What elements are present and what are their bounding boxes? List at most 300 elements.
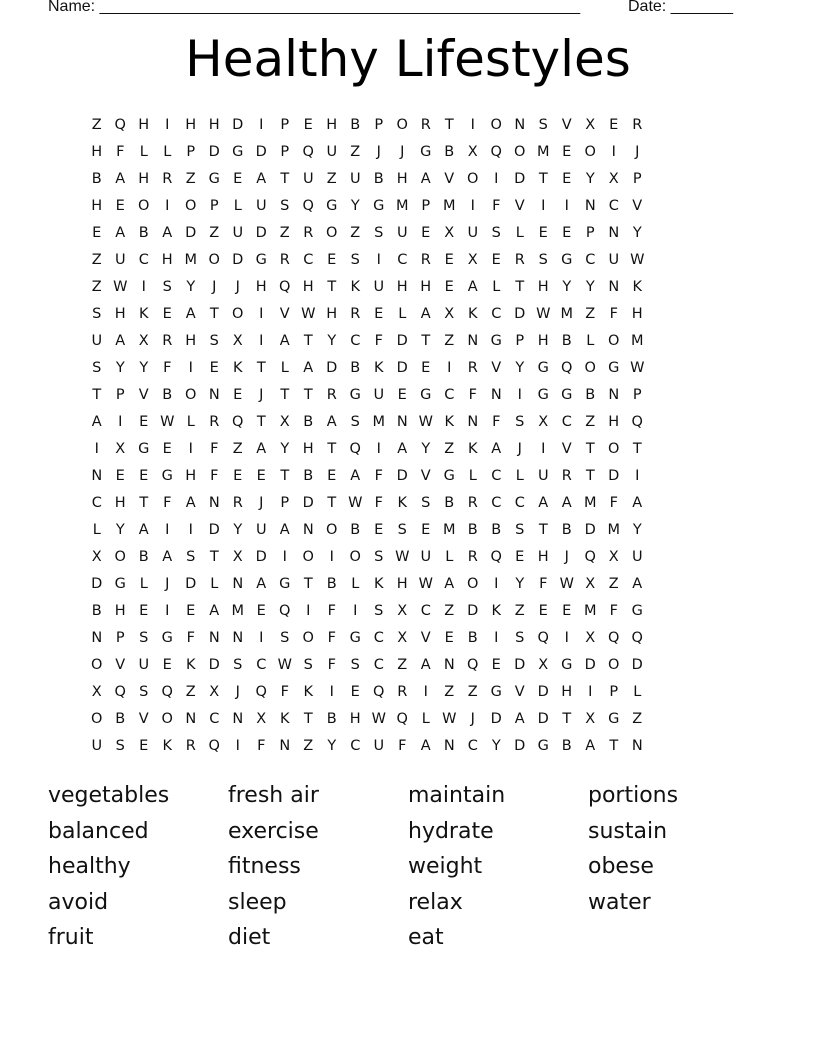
grid-letter: N bbox=[232, 629, 244, 646]
grid-letter: D bbox=[208, 521, 220, 538]
grid-row bbox=[85, 381, 649, 408]
grid-letter: I bbox=[259, 305, 264, 322]
grid-letter: E bbox=[139, 602, 149, 619]
grid-letter: K bbox=[232, 359, 243, 376]
grid-letter: P bbox=[280, 143, 290, 160]
grid-letter: T bbox=[280, 170, 290, 187]
grid-letter: L bbox=[163, 143, 172, 160]
word-bank-column bbox=[588, 780, 768, 958]
grid-letter: D bbox=[514, 656, 526, 673]
grid-letter: D bbox=[631, 656, 643, 673]
grid-letter: X bbox=[397, 629, 408, 646]
grid-letter: Z bbox=[185, 170, 196, 187]
grid-letter: O bbox=[138, 197, 150, 214]
grid-letter: C bbox=[209, 710, 220, 727]
grid-letter: G bbox=[138, 440, 150, 457]
grid-letter: Q bbox=[467, 656, 479, 673]
grid-letter: X bbox=[91, 548, 102, 565]
grid-letter: V bbox=[561, 116, 572, 133]
grid-letter: Q bbox=[584, 548, 596, 565]
grid-letter: S bbox=[515, 629, 525, 646]
grid-letter: G bbox=[232, 143, 244, 160]
grid-letter: N bbox=[608, 278, 620, 295]
grid-letter: Z bbox=[279, 224, 290, 241]
grid-letter: R bbox=[467, 548, 478, 565]
grid-letter: S bbox=[397, 521, 407, 538]
grid-letter: L bbox=[139, 575, 148, 592]
grid-letter: G bbox=[420, 143, 432, 160]
grid-letter: V bbox=[138, 386, 149, 403]
word-bank-item: balanced bbox=[48, 818, 149, 844]
word-bank-column bbox=[48, 780, 228, 958]
grid-letter: C bbox=[350, 332, 361, 349]
grid-letter: N bbox=[185, 710, 197, 727]
grid-letter: W bbox=[371, 710, 386, 727]
grid-letter: H bbox=[114, 305, 126, 322]
grid-letter: Q bbox=[114, 116, 126, 133]
grid-letter: F bbox=[327, 629, 336, 646]
grid-row bbox=[85, 705, 649, 732]
grid-letter: O bbox=[232, 305, 244, 322]
grid-letter: B bbox=[350, 116, 361, 133]
grid-letter: W bbox=[113, 278, 128, 295]
grid-letter: U bbox=[91, 332, 103, 349]
grid-letter: N bbox=[467, 413, 479, 430]
grid-letter: Z bbox=[632, 710, 643, 727]
grid-letter: T bbox=[209, 305, 219, 322]
grid-letter: E bbox=[562, 224, 572, 241]
grid-letter: S bbox=[233, 656, 243, 673]
grid-letter: A bbox=[256, 440, 267, 457]
grid-letter: A bbox=[279, 332, 290, 349]
grid-letter: A bbox=[91, 413, 102, 430]
grid-letter: B bbox=[303, 467, 314, 484]
grid-letter: C bbox=[373, 656, 384, 673]
grid-letter: G bbox=[561, 656, 573, 673]
grid-letter: P bbox=[280, 116, 290, 133]
grid-letter: P bbox=[421, 197, 431, 214]
grid-letter: A bbox=[185, 494, 196, 511]
grid-letter: N bbox=[443, 737, 455, 754]
grid-letter: T bbox=[632, 440, 642, 457]
grid-letter: W bbox=[442, 710, 457, 727]
word-bank bbox=[48, 780, 768, 958]
grid-letter: D bbox=[255, 224, 267, 241]
grid-row bbox=[85, 192, 649, 219]
grid-letter: M bbox=[583, 602, 597, 619]
grid-letter: T bbox=[585, 440, 595, 457]
grid-letter: G bbox=[537, 737, 549, 754]
grid-letter: I bbox=[423, 683, 428, 700]
grid-letter: B bbox=[467, 629, 478, 646]
grid-row bbox=[85, 111, 649, 138]
grid-letter: I bbox=[141, 278, 146, 295]
grid-letter: G bbox=[114, 575, 126, 592]
grid-letter: A bbox=[420, 737, 431, 754]
grid-letter: I bbox=[259, 629, 264, 646]
grid-letter: A bbox=[585, 737, 596, 754]
grid-letter: E bbox=[209, 359, 219, 376]
grid-letter: U bbox=[631, 548, 643, 565]
grid-letter: O bbox=[467, 170, 479, 187]
grid-letter: Y bbox=[280, 440, 290, 457]
grid-letter: V bbox=[420, 467, 431, 484]
grid-letter: S bbox=[538, 116, 548, 133]
grid-letter: E bbox=[303, 116, 313, 133]
grid-letter: G bbox=[608, 359, 620, 376]
grid-letter: E bbox=[256, 467, 266, 484]
grid-letter: I bbox=[470, 197, 475, 214]
grid-letter: U bbox=[302, 170, 314, 187]
grid-letter: H bbox=[420, 278, 432, 295]
grid-letter: S bbox=[515, 413, 525, 430]
grid-letter: O bbox=[185, 386, 197, 403]
grid-letter: T bbox=[139, 494, 149, 511]
grid-letter: H bbox=[396, 170, 408, 187]
grid-letter: N bbox=[208, 386, 220, 403]
grid-letter: D bbox=[608, 467, 620, 484]
grid-letter: E bbox=[421, 359, 431, 376]
grid-row bbox=[85, 651, 649, 678]
grid-letter: E bbox=[491, 251, 501, 268]
grid-letter: Z bbox=[303, 737, 314, 754]
grid-letter: E bbox=[562, 143, 572, 160]
grid-letter: X bbox=[538, 413, 549, 430]
grid-letter: Y bbox=[115, 359, 125, 376]
grid-letter: P bbox=[609, 683, 619, 700]
grid-letter: F bbox=[374, 332, 383, 349]
grid-letter: H bbox=[349, 710, 361, 727]
grid-letter: F bbox=[280, 683, 289, 700]
grid-letter: N bbox=[232, 575, 244, 592]
grid-letter: Q bbox=[279, 278, 291, 295]
grid-letter: T bbox=[515, 278, 525, 295]
grid-letter: B bbox=[491, 521, 502, 538]
grid-letter: L bbox=[210, 575, 219, 592]
grid-letter: B bbox=[91, 170, 102, 187]
grid-letter: X bbox=[115, 440, 126, 457]
grid-letter: L bbox=[92, 521, 101, 538]
grid-letter: E bbox=[327, 467, 337, 484]
grid-letter: K bbox=[279, 710, 290, 727]
grid-letter: O bbox=[608, 332, 620, 349]
grid-letter: A bbox=[256, 170, 267, 187]
grid-letter: R bbox=[279, 251, 290, 268]
grid-letter: H bbox=[396, 278, 408, 295]
grid-letter: L bbox=[468, 467, 477, 484]
grid-letter: I bbox=[165, 197, 170, 214]
grid-letter: L bbox=[586, 332, 595, 349]
grid-letter: E bbox=[139, 467, 149, 484]
grid-letter: T bbox=[538, 170, 548, 187]
grid-letter: S bbox=[92, 359, 102, 376]
grid-letter: I bbox=[235, 737, 240, 754]
grid-row bbox=[85, 624, 649, 651]
grid-letter: P bbox=[632, 170, 642, 187]
grid-letter: H bbox=[537, 332, 549, 349]
word-bank-item: sleep bbox=[228, 889, 287, 915]
grid-letter: W bbox=[418, 575, 433, 592]
grid-letter: R bbox=[209, 413, 220, 430]
grid-letter: S bbox=[374, 224, 384, 241]
grid-letter: T bbox=[327, 494, 337, 511]
grid-letter: X bbox=[256, 710, 267, 727]
grid-letter: E bbox=[186, 602, 196, 619]
grid-letter: M bbox=[630, 332, 644, 349]
grid-letter: F bbox=[468, 386, 477, 403]
grid-letter: E bbox=[491, 656, 501, 673]
grid-letter: C bbox=[303, 251, 314, 268]
grid-letter: I bbox=[165, 602, 170, 619]
grid-letter: R bbox=[467, 494, 478, 511]
grid-letter: H bbox=[161, 251, 173, 268]
grid-letter: D bbox=[208, 656, 220, 673]
grid-letter: J bbox=[635, 143, 640, 160]
grid-letter: W bbox=[630, 359, 645, 376]
grid-letter: W bbox=[348, 494, 363, 511]
grid-letter: C bbox=[491, 494, 502, 511]
grid-letter: P bbox=[585, 224, 595, 241]
grid-letter: X bbox=[397, 602, 408, 619]
grid-letter: L bbox=[515, 467, 524, 484]
grid-letter: B bbox=[350, 521, 361, 538]
grid-letter: R bbox=[162, 332, 173, 349]
grid-letter: B bbox=[585, 386, 596, 403]
letter-grid bbox=[85, 111, 649, 759]
grid-letter: X bbox=[232, 548, 243, 565]
grid-letter: O bbox=[514, 143, 526, 160]
grid-letter: D bbox=[185, 224, 197, 241]
grid-letter: I bbox=[306, 602, 311, 619]
grid-letter: A bbox=[561, 494, 572, 511]
grid-letter: I bbox=[329, 683, 334, 700]
grid-letter: N bbox=[208, 494, 220, 511]
grid-row bbox=[85, 165, 649, 192]
grid-letter: O bbox=[185, 197, 197, 214]
grid-letter: N bbox=[302, 521, 314, 538]
grid-letter: F bbox=[398, 737, 407, 754]
grid-letter: P bbox=[115, 629, 125, 646]
grid-letter: Z bbox=[444, 332, 455, 349]
grid-letter: G bbox=[255, 251, 267, 268]
grid-letter: E bbox=[233, 467, 243, 484]
grid-letter: F bbox=[327, 656, 336, 673]
grid-letter: E bbox=[562, 170, 572, 187]
grid-letter: W bbox=[536, 305, 551, 322]
grid-letter: N bbox=[208, 629, 220, 646]
grid-letter: D bbox=[396, 467, 408, 484]
grid-letter: S bbox=[538, 251, 548, 268]
grid-letter: P bbox=[374, 116, 384, 133]
grid-letter: O bbox=[208, 251, 220, 268]
grid-letter: Y bbox=[585, 278, 595, 295]
grid-letter: E bbox=[444, 278, 454, 295]
grid-letter: M bbox=[607, 521, 620, 538]
grid-letter: J bbox=[235, 683, 240, 700]
grid-letter: G bbox=[326, 197, 338, 214]
grid-letter: Y bbox=[233, 521, 243, 538]
grid-letter: A bbox=[326, 413, 337, 430]
grid-letter: Q bbox=[490, 548, 502, 565]
grid-letter: G bbox=[349, 629, 361, 646]
grid-letter: K bbox=[373, 359, 384, 376]
grid-letter: I bbox=[635, 467, 640, 484]
grid-letter: E bbox=[139, 737, 149, 754]
grid-letter: Q bbox=[631, 413, 643, 430]
grid-letter: N bbox=[232, 710, 244, 727]
grid-letter: I bbox=[517, 386, 522, 403]
grid-row bbox=[85, 327, 649, 354]
grid-letter: D bbox=[185, 575, 197, 592]
grid-letter: E bbox=[162, 305, 172, 322]
grid-letter: Q bbox=[161, 683, 173, 700]
grid-letter: Z bbox=[444, 602, 455, 619]
grid-letter: H bbox=[608, 413, 620, 430]
grid-letter: A bbox=[491, 440, 502, 457]
grid-letter: J bbox=[376, 143, 381, 160]
grid-letter: B bbox=[303, 413, 314, 430]
word-bank-item: maintain bbox=[408, 783, 506, 808]
grid-letter: F bbox=[609, 305, 618, 322]
grid-letter: N bbox=[631, 737, 643, 754]
grid-letter: F bbox=[374, 494, 383, 511]
grid-letter: M bbox=[442, 197, 456, 214]
grid-letter: F bbox=[186, 629, 195, 646]
grid-row bbox=[85, 408, 649, 435]
grid-letter: V bbox=[632, 197, 643, 214]
grid-row bbox=[85, 354, 649, 381]
grid-letter: F bbox=[609, 494, 618, 511]
grid-letter: D bbox=[208, 143, 220, 160]
grid-letter: K bbox=[162, 737, 172, 754]
grid-letter: E bbox=[115, 197, 125, 214]
grid-letter: W bbox=[418, 413, 433, 430]
grid-letter: Q bbox=[302, 143, 314, 160]
grid-letter: Q bbox=[255, 683, 267, 700]
grid-letter: D bbox=[396, 359, 408, 376]
grid-letter: H bbox=[537, 548, 549, 565]
grid-letter: Y bbox=[585, 170, 595, 187]
grid-letter: F bbox=[374, 467, 383, 484]
grid-letter: B bbox=[561, 521, 572, 538]
grid-letter: W bbox=[301, 305, 316, 322]
grid-letter: V bbox=[420, 629, 431, 646]
grid-letter: E bbox=[515, 548, 525, 565]
grid-letter: U bbox=[326, 143, 338, 160]
grid-letter: Q bbox=[608, 629, 620, 646]
grid-letter: I bbox=[541, 440, 546, 457]
grid-letter: S bbox=[350, 251, 360, 268]
word-bank-item: obese bbox=[588, 854, 654, 880]
grid-letter: D bbox=[467, 602, 479, 619]
grid-letter: Y bbox=[515, 575, 525, 592]
grid-letter: N bbox=[584, 197, 596, 214]
grid-letter: G bbox=[561, 386, 573, 403]
grid-letter: S bbox=[186, 548, 196, 565]
grid-letter: C bbox=[585, 251, 596, 268]
grid-letter: O bbox=[608, 656, 620, 673]
grid-letter: O bbox=[326, 224, 338, 241]
grid-letter: Q bbox=[561, 359, 573, 376]
grid-letter: Z bbox=[585, 305, 596, 322]
grid-letter: X bbox=[444, 224, 455, 241]
grid-letter: T bbox=[303, 710, 313, 727]
grid-letter: G bbox=[279, 575, 291, 592]
grid-letter: D bbox=[302, 494, 314, 511]
grid-letter: L bbox=[633, 683, 642, 700]
grid-letter: G bbox=[490, 683, 502, 700]
grid-letter: C bbox=[373, 629, 384, 646]
grid-letter: W bbox=[559, 575, 574, 592]
grid-letter: T bbox=[280, 386, 290, 403]
grid-letter: R bbox=[561, 467, 572, 484]
grid-letter: A bbox=[115, 332, 126, 349]
name-field-line: Name: ______________________________________________________ bbox=[48, 0, 581, 15]
grid-letter: E bbox=[139, 413, 149, 430]
grid-letter: B bbox=[326, 575, 337, 592]
grid-letter: W bbox=[395, 548, 410, 565]
grid-letter: G bbox=[161, 467, 173, 484]
grid-letter: Z bbox=[350, 224, 361, 241]
word-bank-item: healthy bbox=[48, 854, 131, 880]
grid-letter: Q bbox=[373, 683, 385, 700]
grid-letter: Z bbox=[326, 170, 337, 187]
grid-letter: O bbox=[302, 629, 314, 646]
grid-letter: D bbox=[91, 575, 103, 592]
word-bank-item: water bbox=[588, 889, 651, 915]
grid-letter: Q bbox=[208, 737, 220, 754]
grid-letter: U bbox=[91, 737, 103, 754]
grid-letter: U bbox=[255, 521, 267, 538]
grid-letter: H bbox=[185, 467, 197, 484]
grid-letter: I bbox=[188, 521, 193, 538]
grid-letter: E bbox=[327, 251, 337, 268]
grid-letter: E bbox=[115, 467, 125, 484]
grid-letter: L bbox=[398, 305, 407, 322]
grid-letter: O bbox=[91, 656, 103, 673]
grid-letter: I bbox=[165, 116, 170, 133]
grid-letter: B bbox=[467, 521, 478, 538]
grid-letter: Z bbox=[91, 116, 102, 133]
grid-letter: E bbox=[256, 602, 266, 619]
grid-letter: P bbox=[209, 197, 219, 214]
grid-letter: V bbox=[514, 197, 525, 214]
grid-letter: C bbox=[397, 251, 408, 268]
grid-letter: I bbox=[588, 683, 593, 700]
grid-letter: E bbox=[421, 224, 431, 241]
grid-letter: O bbox=[326, 521, 338, 538]
grid-letter: C bbox=[444, 386, 455, 403]
grid-letter: T bbox=[303, 332, 313, 349]
grid-letter: J bbox=[400, 143, 405, 160]
grid-letter: E bbox=[374, 521, 384, 538]
word-bank-item: eat bbox=[408, 925, 444, 951]
grid-letter: H bbox=[114, 602, 126, 619]
grid-letter: W bbox=[160, 413, 175, 430]
grid-letter: J bbox=[517, 440, 522, 457]
grid-letter: J bbox=[165, 575, 170, 592]
grid-letter: N bbox=[467, 332, 479, 349]
grid-letter: Y bbox=[632, 224, 642, 241]
grid-letter: X bbox=[138, 332, 149, 349]
grid-letter: X bbox=[209, 683, 220, 700]
grid-letter: T bbox=[256, 359, 266, 376]
grid-letter: I bbox=[118, 413, 123, 430]
grid-letter: L bbox=[492, 278, 501, 295]
grid-letter: I bbox=[494, 575, 499, 592]
grid-letter: F bbox=[327, 602, 336, 619]
grid-letter: U bbox=[373, 737, 385, 754]
